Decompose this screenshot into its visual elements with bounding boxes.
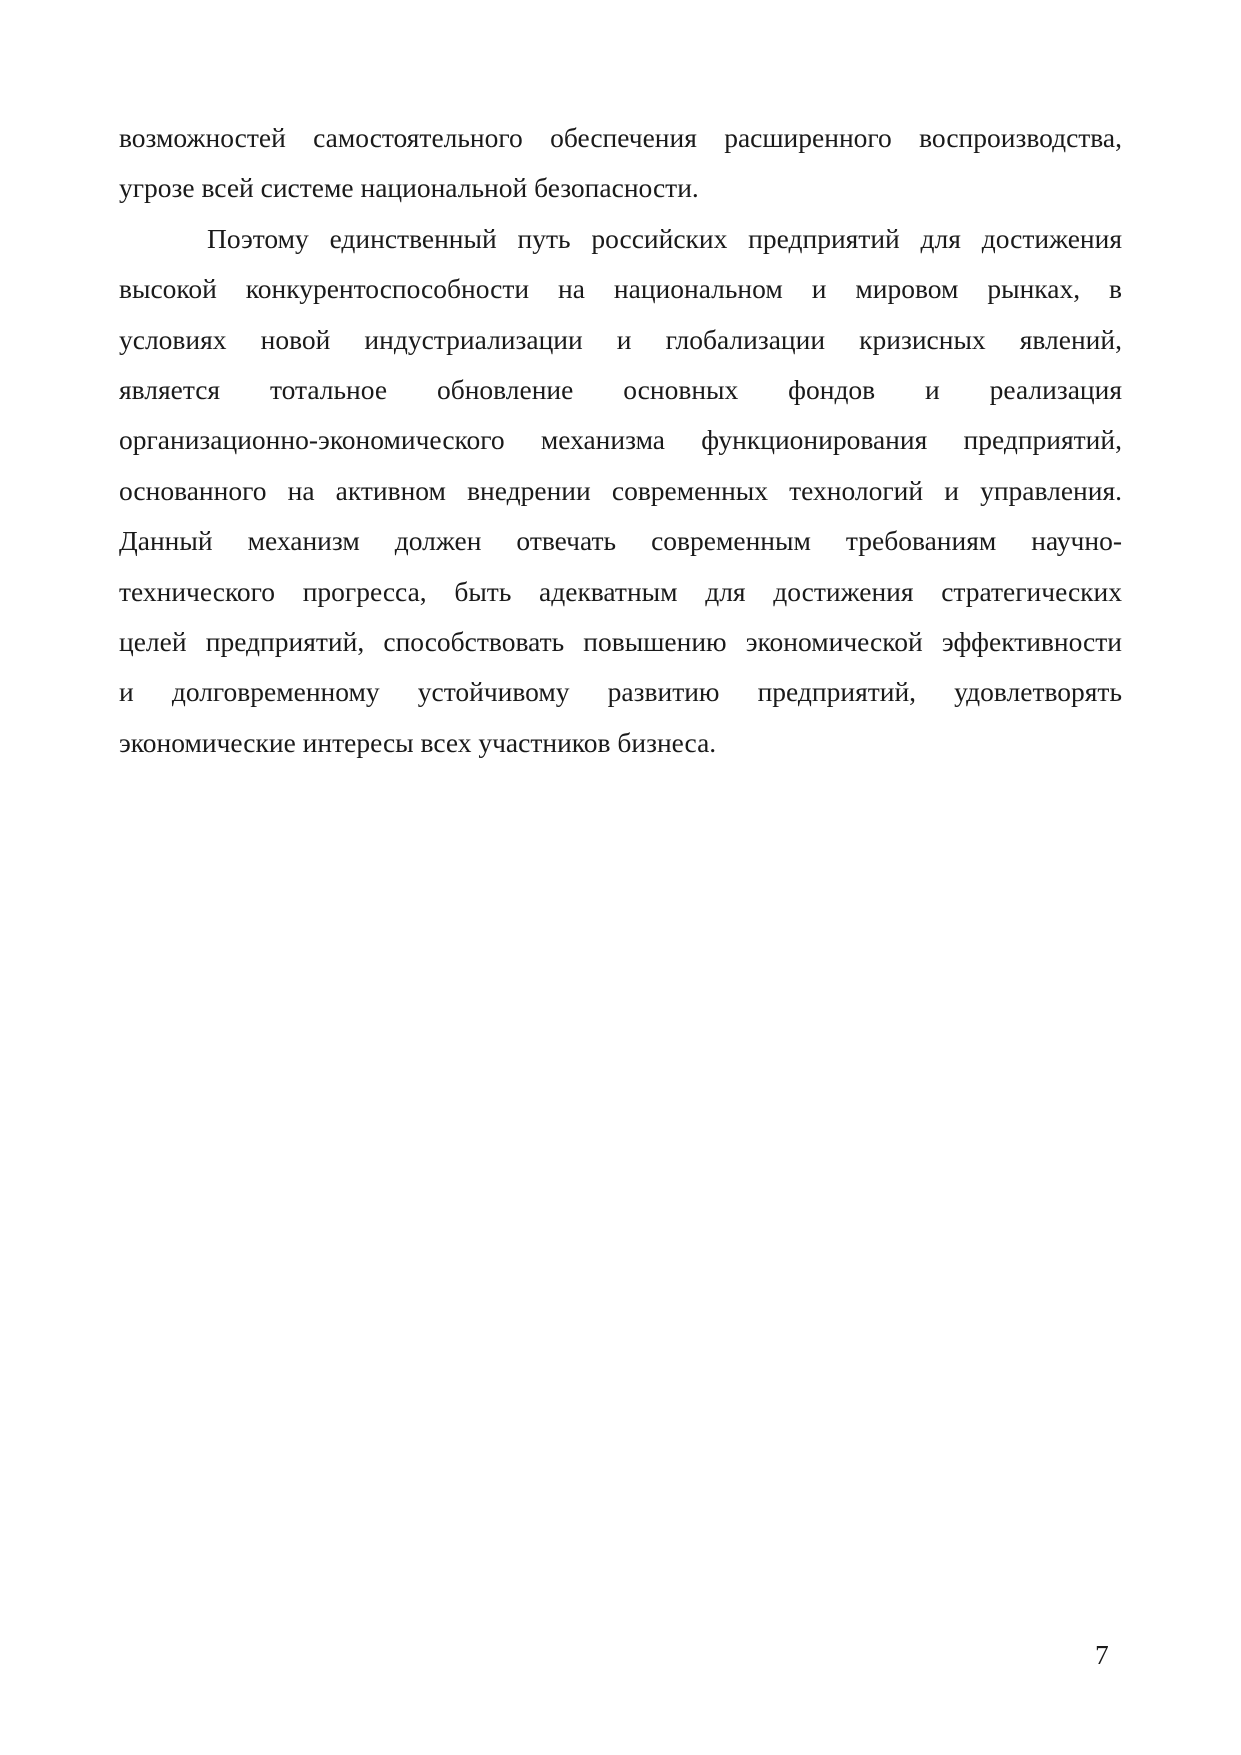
paragraph-1 [119, 113, 1122, 214]
text-line: Поэтому единственный путь российских предприятий для достижения [207, 222, 1122, 254]
text-line: условиях новой индустриализации и глобализации кризисных явлений, [119, 323, 1122, 355]
text-line: является тотальное обновление основных фондов и реализация [119, 373, 1122, 405]
text-line: технического прогресса, быть адекватным для достижения стратегических [119, 575, 1122, 607]
text-line: основанного на активном внедрении современных технологий и управления. [119, 474, 1122, 506]
text-line: целей предприятий, способствовать повышению экономической эффективности [119, 625, 1122, 657]
page-number: 7 [1095, 1639, 1109, 1670]
text-line: и долговременному устойчивому развитию предприятий, удовлетворять [119, 676, 1122, 708]
text-line: высокой конкурентоспособности на национальном и мировом рынках, в [119, 273, 1122, 305]
body-text [119, 113, 1122, 768]
paragraph-2 [119, 214, 1122, 768]
text-line: организационно-экономического механизма функционирования предприятий, [119, 424, 1122, 456]
text-line: угрозе всей системе национальной безопасности. [119, 172, 699, 204]
text-line: возможностей самостоятельного обеспечения расширенного воспроизводства, [119, 122, 1122, 153]
text-line: Данный механизм должен отвечать современным требованиям научно- [119, 525, 1122, 557]
text-line: экономические интересы всех участников бизнеса. [119, 726, 717, 758]
